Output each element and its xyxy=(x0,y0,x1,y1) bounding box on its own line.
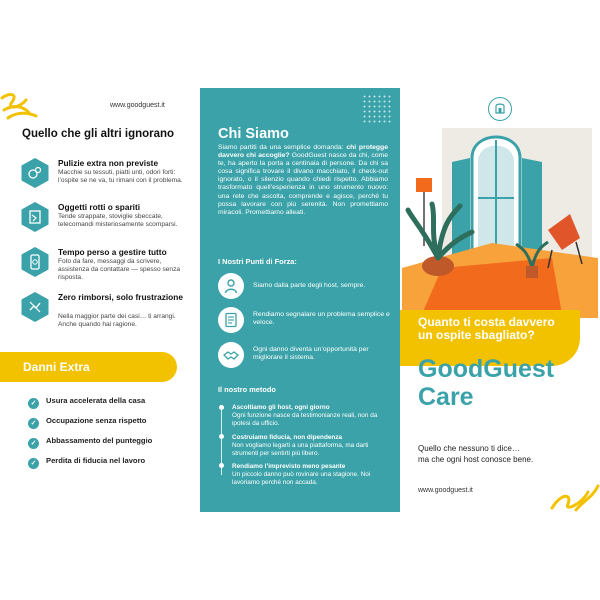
problem-desc: Tende strappate, stoviglie sbeccate, telecomandi misteriosamente scomparsi. xyxy=(58,213,178,228)
website-link[interactable]: www.goodguest.it xyxy=(110,102,165,109)
forza-title: I Nostri Punti di Forza: xyxy=(218,257,297,266)
check-icon: ✓ xyxy=(28,418,39,429)
metodo-step-text: Non vogliamo legarti a una piattaforma, ma darti strumenti per sentirti più libero. xyxy=(232,441,369,457)
danni-list-item: ✓ Occupazione senza rispetto xyxy=(28,416,146,429)
report-icon xyxy=(218,307,244,333)
timeline-dot xyxy=(219,405,224,410)
danni-list-item: ✓ Abbassamento del punteggio xyxy=(28,436,152,449)
metodo-title: Il nostro metodo xyxy=(218,385,276,394)
tagline: Quanto ti costa davvero un ospite sbagliato? xyxy=(418,315,555,342)
website-link[interactable]: www.goodguest.it xyxy=(418,487,473,494)
metodo-step xyxy=(232,463,392,487)
forza-text: Rendiamo segnalare un problema semplice e veloce. xyxy=(253,311,390,327)
living-room-illustration xyxy=(402,118,598,318)
check-icon: ✓ xyxy=(28,438,39,449)
left-heading: Quello che gli altri ignorano xyxy=(22,128,175,140)
chi-siamo-body: Siamo partiti da una semplice domanda: chi protegge davvero chi accoglie? GoodGuest nasce da chi, come te, ha aperto la porta a centinaia di persone. Da chi sa cosa significa trovare il divano macchiato, il check-out ignorato, o il silenzio quando chiedi rispetto. Abbiamo trasformato quell’esperienza in uno strumento nuovo: una rete che ascolta, comprende e agisce, perché tu possa lavorare con più serenità. Non promettiamo miracoli. Promettiamo alleati. xyxy=(218,144,388,216)
metodo-step-title: Ascoltiamo gli host, ogni giorno xyxy=(232,404,330,411)
forza-text: Siamo dalla parte degli host, sempre. xyxy=(253,282,366,289)
dot-pattern-decoration xyxy=(362,94,392,124)
timeline-dot xyxy=(219,434,224,439)
claim-line-2: ma che ogni host conosce bene. xyxy=(418,455,534,464)
timeline-dot xyxy=(219,463,224,468)
danni-list-item: ✓ Usura accelerata della casa xyxy=(28,396,145,409)
metodo-step-title: Costruiamo fiducia, non dipendenza xyxy=(232,434,343,441)
danni-extra-title: Danni Extra xyxy=(23,360,90,374)
problem-desc: Macchie su tessuti, piatti unti, odori forti: l’ospite se ne va, tu rimani con il problema. xyxy=(58,169,183,184)
metodo-step-text: Un piccolo danno può rovinare una stagione. Noi lavoriamo perché non accada. xyxy=(232,470,371,486)
yellow-scribble-decoration xyxy=(0,88,40,122)
forza-text: Ogni danno diventa un’opportunità per migliorare il sistema. xyxy=(253,346,369,362)
host-icon xyxy=(218,273,244,299)
check-icon: ✓ xyxy=(28,398,39,409)
check-icon: ✓ xyxy=(28,458,39,469)
chi-siamo-title: Chi Siamo xyxy=(218,126,289,142)
problem-title: Tempo perso a gestire tutto xyxy=(58,247,167,257)
handshake-icon xyxy=(218,342,244,368)
metodo-step xyxy=(232,404,392,428)
metodo-step xyxy=(232,434,392,458)
yellow-scribble-decoration xyxy=(548,482,600,512)
problem-desc: Nella maggior parte dei casi… ti arrangi. Anche quando hai ragione. xyxy=(58,313,176,328)
danni-list-item: ✓ Perdita di fiducia nel lavoro xyxy=(28,456,145,469)
problem-title: Pulizie extra non previste xyxy=(58,158,159,168)
problem-title: Oggetti rotti o spariti xyxy=(58,202,141,212)
metodo-step-title: Rendiamo l’imprevisto meno pesante xyxy=(232,463,346,470)
problem-desc: Foto da fare, messaggi da scrivere, assistenza da contattare — spesso senza risposta. xyxy=(58,258,181,281)
metodo-step-text: Ogni funzione nasce da testimonianze reali, non da ipotesi da ufficio. xyxy=(232,411,378,427)
claim-line-1: Quello che nessuno ti dice… xyxy=(418,444,520,453)
brand-title: GoodGuest Care xyxy=(418,355,555,411)
problem-title: Zero rimborsi, solo frustrazione xyxy=(58,292,183,302)
